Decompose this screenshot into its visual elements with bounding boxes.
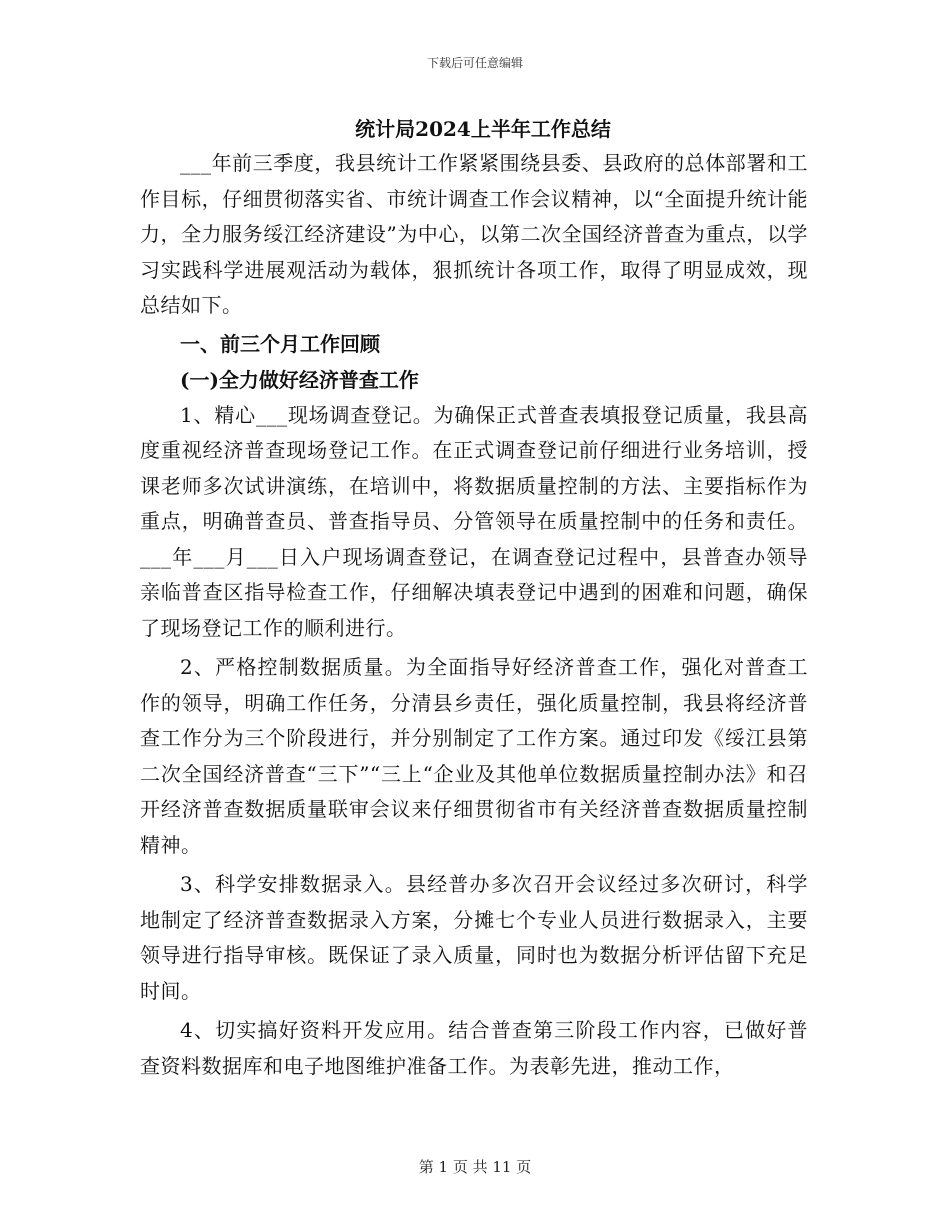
paragraph-item-4: 4、切实搞好资料开发应用。结合普查第三阶段工作内容，已做好普查资料数据库和电子地图维护准备工作。为表彰先进，推动工作， [140, 1018, 808, 1078]
document-title: 统计局2024上半年工作总结 [355, 117, 611, 141]
paragraph-item-3: 3、科学安排数据录入。县经普办多次召开会议经过多次研讨，科学地制定了经济普查数据录入方案，分摊七个专业人员进行数据录入，主要领导进行指导审核。既保证了录入质量，同时也为数据分析评估留下充足时间。 [140, 872, 808, 1003]
paragraph-item-2: 2、严格控制数据质量。为全面指导好经济普查工作，强化对普查工作的领导，明确工作任务，分清县乡责任，强化质量控制，我县将经济普查工作分为三个阶段进行，并分别制定了工作方案。通过印发《绥江县第二次全国经济普查“三下”“三上“企业及其他单位数据质量控制办法》和召开经济普查数据质量联审会议来仔细贯彻省市有关经济普查数据质量控制精神。 [140, 655, 808, 857]
subsection-heading: (一)全力做好经济普查工作 [180, 367, 419, 392]
intro-paragraph: ___年前三季度，我县统计工作紧紧围绕县委、县政府的总体部署和工作目标，仔细贯彻落实省、市统计调查工作会议精神，以“全面提升统计能力，全力服务绥江经济建设”为中心，以第二次全国经济普查为重点，以学习实践科学进展观活动为载体，狠抓统计各项工作，取得了明显成效，现总结如下。 [140, 151, 808, 317]
document-body [140, 112, 808, 1084]
header-note: 下载后可任意编辑 [426, 56, 523, 70]
paragraph-item-1: 1、精心___现场调查登记。为确保正式普查表填报登记质量，我县高度重视经济普查现场登记工作。在正式调查登记前仔细进行业务培训，授课老师多次试讲演练，在培训中，将数据质量控制的方法、主要指标作为重点，明确普查员、普查指导员、分管领导在质量控制中的任务和责任。___年___月___日入户现场调查登记，在调查登记过程中，县普查办领导亲临普查区指导检查工作，仔细解决填表登记中遇到的困难和问题，确保了现场登记工作的顺利进行。 [140, 402, 808, 640]
section-heading: 一、前三个月工作回顾 [180, 331, 380, 356]
page-footer: 第 1 页 共 11 页 [418, 1158, 532, 1176]
